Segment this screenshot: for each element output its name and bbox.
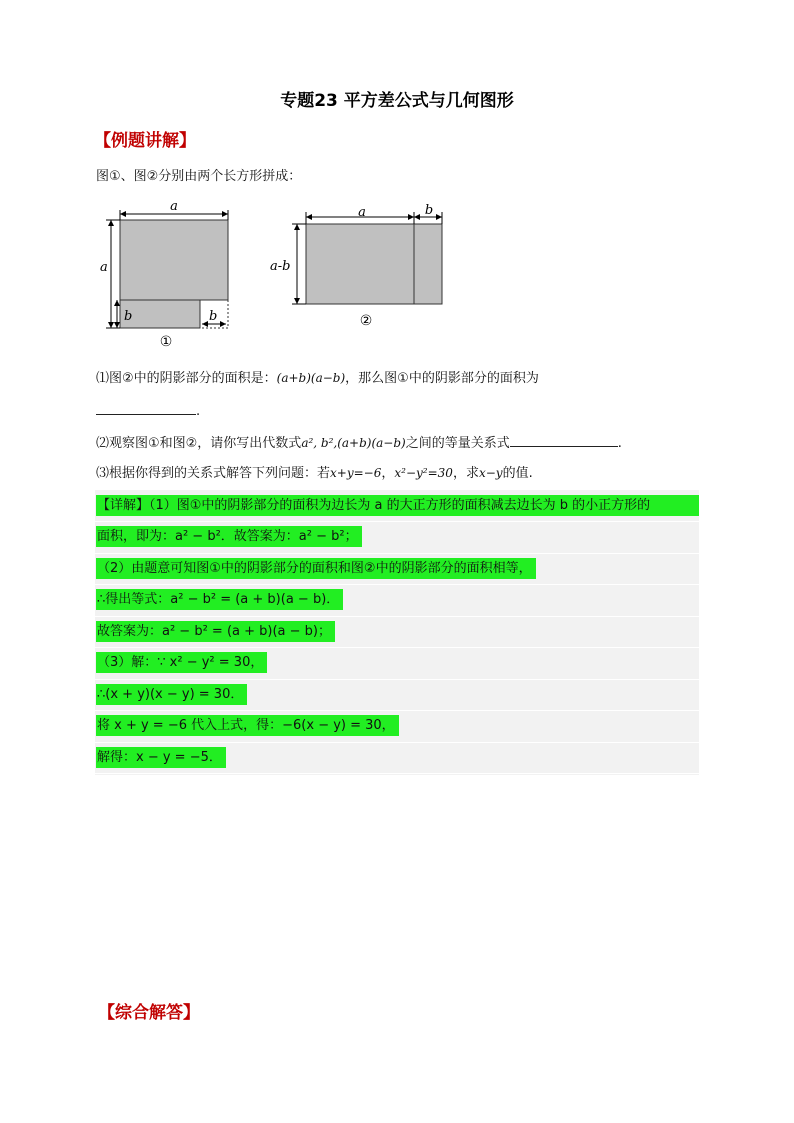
- fig1-right-b-label: b: [209, 309, 218, 324]
- answer-line-2: 面积，即为：a² − b²．故答案为：a² − b²；: [96, 526, 362, 547]
- fig1-top-a-label: a: [170, 199, 178, 214]
- fig2-top-b-label: b: [424, 203, 434, 218]
- figure-1: [100, 199, 228, 350]
- answer-line-5: 故答案为：a² − b² = (a + b)(a − b)；: [96, 621, 335, 642]
- q2-prefix: ⑵观察图①和图②，请你写出代数式: [96, 436, 302, 451]
- q3-condition-1: x+y=−6: [330, 466, 382, 480]
- section-heading-comprehensive: 【综合解答】: [98, 1003, 200, 1023]
- answer-line-7: ∴(x + y)(x − y) = 30．: [96, 684, 247, 705]
- q3-mid: ，求: [452, 466, 479, 481]
- q1-suffix: ，那么图①中的阴影部分的面积为: [345, 371, 539, 386]
- q3-suffix: 的值.: [502, 466, 533, 481]
- figure-2: [270, 203, 442, 329]
- fig1-left-a-label: a: [100, 260, 108, 275]
- q1-expression: (a+b)(a−b): [276, 371, 346, 385]
- q2-end: .: [617, 436, 622, 451]
- question-1: [96, 369, 539, 388]
- q3-separator: ，: [381, 466, 395, 481]
- q1-answer-blank[interactable]: [96, 400, 196, 415]
- fig1-left-b-label: b: [124, 309, 133, 324]
- answer-line-8: 将 x + y = −6 代入上式，得：−6(x − y) = 30，: [96, 715, 399, 736]
- answer-line-4: ∴得出等式：a² − b² = (a + b)(a − b)．: [96, 589, 343, 610]
- question-1-answer-line: [96, 400, 200, 421]
- page-title: 专题23 平方差公式与几何图形: [280, 91, 514, 111]
- q1-end: .: [196, 404, 201, 419]
- answer-line-9: 解得：x − y = −5．: [96, 747, 226, 768]
- answer-line-6: （3）解：∵ x² − y² = 30，: [96, 652, 267, 673]
- answer-line-3: （2）由题意可知图①中的阴影部分的面积和图②中的阴影部分的面积相等，: [96, 558, 536, 579]
- figure-diagrams: [96, 196, 456, 356]
- q3-target: x−y: [478, 466, 503, 480]
- q3-condition-2: x²−y²=30: [394, 466, 453, 480]
- fig2-left-a-minus-b-label: a-b: [270, 259, 291, 274]
- fig2-number-label: ②: [359, 313, 373, 329]
- q3-prefix: ⑶根据你得到的关系式解答下列问题：若: [96, 466, 331, 481]
- q2-answer-blank[interactable]: [510, 432, 618, 447]
- question-3: [96, 464, 533, 483]
- q1-prefix: ⑴图②中的阴影部分的面积是：: [96, 371, 277, 386]
- question-2: [96, 432, 622, 453]
- section-heading-examples: 【例题讲解】: [94, 131, 196, 151]
- fig2-top-a-label: a: [358, 205, 366, 220]
- answer-line-1: 【详解】（1）图①中的阴影部分的面积为边长为 a 的大正方形的面积减去边长为 b 的小正方形的: [96, 495, 699, 516]
- q2-expression: a², b²,(a+b)(a−b): [301, 436, 406, 450]
- intro-text: 图①、图②分别由两个长方形拼成：: [96, 169, 302, 184]
- fig1-number-label: ①: [159, 334, 173, 350]
- q2-suffix: 之间的等量关系式: [405, 436, 510, 451]
